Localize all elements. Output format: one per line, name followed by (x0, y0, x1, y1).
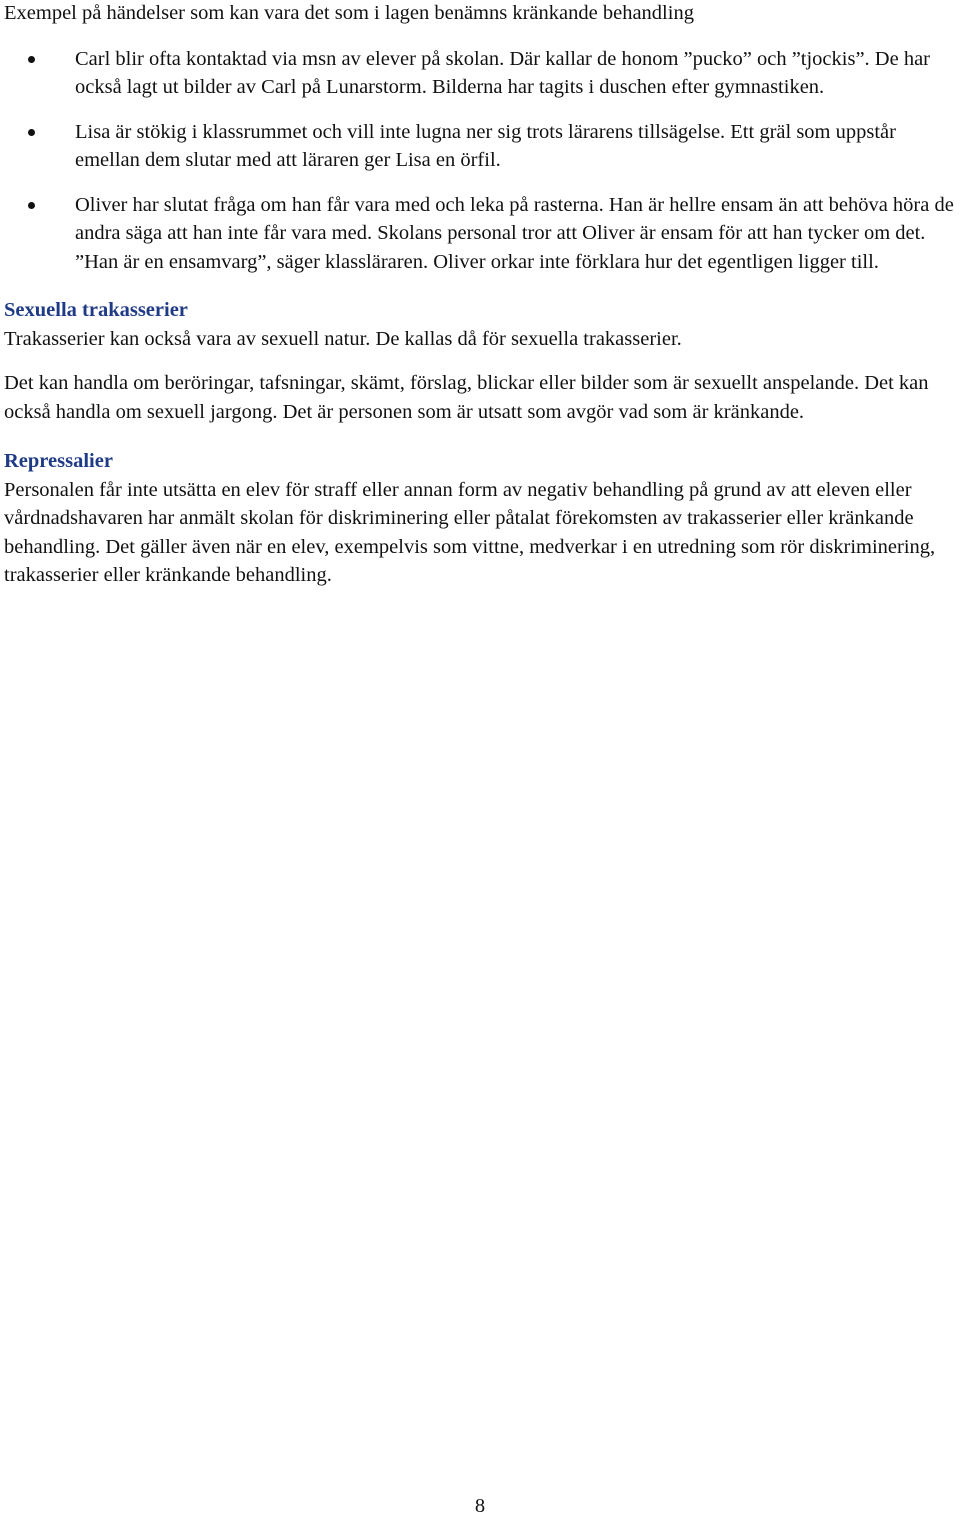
bullet-icon (28, 202, 35, 209)
example-text: Lisa är stökig i klassrummet och vill inte lugna ner sig trots lärarens tillsägelse. Ett gräl som uppstår emellan dem slutar med att läraren ger Lisa en örfil. (75, 120, 896, 171)
list-item (4, 118, 954, 175)
section-paragraph: Trakasserier kan också vara av sexuell natur. De kallas då för sexuella trakasserier. (4, 327, 682, 350)
page-number: 8 (474, 1495, 486, 1517)
section-paragraph: Det kan handla om beröringar, tafsningar, skämt, förslag, blickar eller bilder som är sexuellt anspelande. Det kan också handla om sexuell jargong. Det är personen som är utsatt som avgör vad som är kränkande. (4, 372, 929, 423)
example-text: Carl blir ofta kontaktad via msn av elever på skolan. Där kallar de honom ”pucko” och ”tjockis”. De har också lagt ut bilder av Carl på Lunarstorm. Bilderna har tagits i duschen efter gymnastiken. (75, 47, 931, 98)
intro-text: Exempel på händelser som kan vara det som i lagen benämns kränkande behandling (4, 2, 694, 24)
list-item (4, 45, 954, 102)
section-heading-reprisals: Repressalier (4, 450, 113, 472)
example-text: Oliver har slutat fråga om han får vara med och leka på rasterna. Han är hellre ensam än att behöva höra de andra säga att han inte får vara med. Skolans personal tror att Oliver är ensam för att han tycker om det. ”Han är en ensamvarg”, säger klassläraren. Oliver orkar inte förklara hur det egentligen ligger till. (75, 193, 954, 273)
bullet-icon (28, 56, 35, 63)
examples-list (4, 45, 954, 277)
section-heading-sexual-harassment: Sexuella trakasserier (4, 299, 188, 321)
bullet-icon (28, 129, 35, 136)
list-item (4, 191, 954, 277)
section-paragraph: Personalen får inte utsätta en elev för straff eller annan form av negativ behandling på grund av att eleven eller vårdnadshavaren har anmält skolan för diskriminering eller påtalat förekomsten av trakasserier eller kränkande behandling. Det gäller även när en elev, exempelvis som vittne, medverkar i en utredning som rör diskriminering, trakasserier eller kränkande behandling. (4, 478, 936, 586)
document-page (4, 0, 954, 590)
